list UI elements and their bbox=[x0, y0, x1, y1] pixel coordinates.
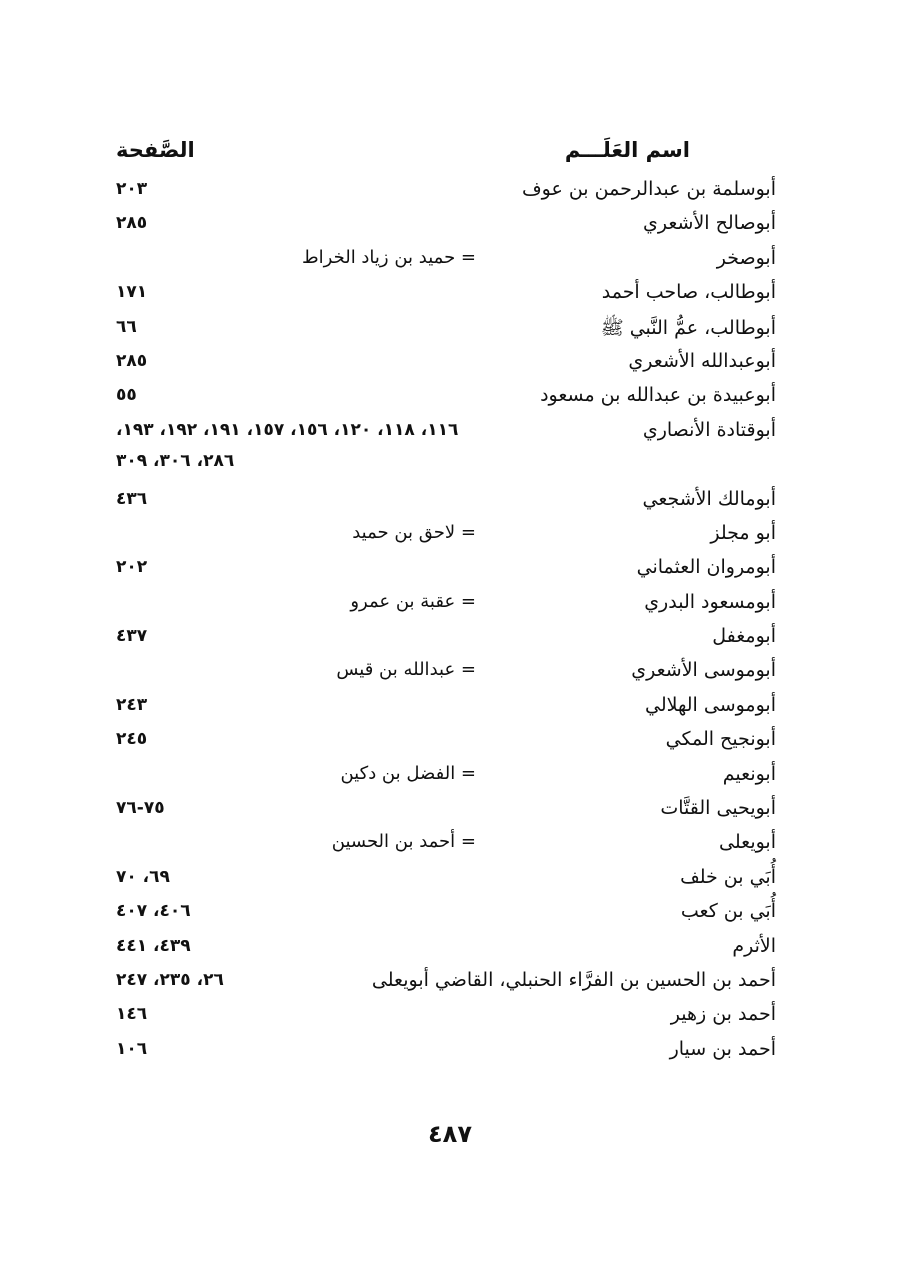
entry-name: أبومروان العثماني bbox=[636, 556, 776, 579]
entry-cross-reference: = حميد بن زياد الخراط bbox=[302, 246, 476, 268]
name-column-header: اسم العَلَـــم bbox=[564, 138, 690, 162]
entry-cross-reference: = عقبة بن عمرو bbox=[350, 590, 476, 612]
index-entry bbox=[0, 690, 900, 724]
index-entry bbox=[0, 174, 900, 208]
entry-pages: ٢٨٥ bbox=[116, 350, 148, 371]
page-column-header: الصَّفحة bbox=[116, 138, 195, 162]
page-number: ٤٨٧ bbox=[428, 1120, 472, 1148]
entry-pages: ٥٥ bbox=[116, 385, 137, 406]
entry-pages: ٢٨٦، ٣٠٦، ٣٠٩ bbox=[116, 451, 235, 472]
entry-name: الأثرم bbox=[732, 934, 776, 957]
entry-cross-reference: = الفضل بن دكين bbox=[340, 762, 476, 784]
entry-pages: ٢٦، ٢٣٥، ٢٤٧ bbox=[116, 969, 224, 990]
index-entry bbox=[0, 655, 900, 689]
entry-name: أبونعيم bbox=[722, 762, 776, 785]
entry-cross-reference: = عبدالله بن قيس bbox=[336, 659, 476, 681]
entry-cross-reference: = لاحق بن حميد bbox=[352, 521, 476, 543]
entry-name: أبوموسى الهلالي bbox=[645, 693, 776, 716]
entry-name: أبوموسى الأشعري bbox=[631, 659, 776, 682]
entry-pages: ١٧١ bbox=[116, 282, 148, 303]
entry-name: أبومسعود البدري bbox=[644, 590, 776, 613]
index-entry bbox=[0, 415, 900, 449]
entry-name: أبوصالح الأشعري bbox=[643, 212, 776, 235]
index-entry bbox=[0, 380, 900, 414]
index-entry bbox=[0, 759, 900, 793]
column-headers bbox=[0, 138, 900, 170]
entry-pages: ٢٠٢ bbox=[116, 557, 148, 578]
index-entry bbox=[0, 277, 900, 311]
index-entry bbox=[0, 965, 900, 999]
entry-pages: ١٠٦ bbox=[116, 1038, 148, 1059]
entry-name: أحمد بن الحسين بن الفرَّاء الحنبلي، القاضي أبويعلى bbox=[371, 968, 776, 991]
index-entry bbox=[0, 518, 900, 552]
entry-name: أبومالك الأشجعي bbox=[642, 487, 776, 510]
index-entry bbox=[0, 449, 900, 483]
index-entry bbox=[0, 999, 900, 1033]
index-entry bbox=[0, 862, 900, 896]
index-entry bbox=[0, 1034, 900, 1068]
index-entry bbox=[0, 208, 900, 242]
entry-name: أبوقتادة الأنصاري bbox=[642, 418, 776, 441]
entry-name: أبويعلى bbox=[719, 831, 776, 854]
entry-pages: ١٤٦ bbox=[116, 1004, 148, 1025]
entry-name: أبوطالب، صاحب أحمد bbox=[601, 281, 776, 304]
entry-pages: ٢٤٥ bbox=[116, 729, 148, 750]
index-entry bbox=[0, 587, 900, 621]
entry-name: أبوعبدالله الأشعري bbox=[628, 349, 776, 372]
index-entry bbox=[0, 243, 900, 277]
index-entry bbox=[0, 896, 900, 930]
entry-pages: ١١٦، ١١٨، ١٢٠، ١٥٦، ١٥٧، ١٩١، ١٩٢، ١٩٣، bbox=[116, 419, 459, 440]
entry-pages: ٦٩، ٧٠ bbox=[116, 866, 170, 887]
index-entry bbox=[0, 827, 900, 861]
index-entries bbox=[0, 174, 900, 1068]
index-entry bbox=[0, 621, 900, 655]
entry-name: أبويحيى القتَّات bbox=[660, 797, 776, 820]
entry-pages: ٧٥-٧٦ bbox=[116, 798, 165, 819]
entry-pages: ٤٣٧ bbox=[116, 626, 148, 647]
entry-pages: ٤٠٦، ٤٠٧ bbox=[116, 901, 191, 922]
entry-name: أحمد بن سيار bbox=[669, 1037, 776, 1060]
index-entry bbox=[0, 552, 900, 586]
index-entry bbox=[0, 346, 900, 380]
entry-name: أُبَي بن كعب bbox=[680, 900, 776, 923]
entry-name: أُبَي بن خلف bbox=[680, 865, 776, 888]
index-entry bbox=[0, 312, 900, 346]
entry-pages: ٢٨٥ bbox=[116, 213, 148, 234]
entry-name: أبوعبيدة بن عبدالله بن مسعود bbox=[540, 384, 776, 407]
entry-pages: ٢٠٣ bbox=[116, 179, 148, 199]
entry-cross-reference: = أحمد بن الحسين bbox=[331, 831, 476, 853]
entry-name: أحمد بن زهير bbox=[670, 1003, 776, 1026]
entry-name: أبوطالب، عمُّ النَّبي ﷺ bbox=[600, 316, 776, 339]
entry-name: أبوسلمة بن عبدالرحمن بن عوف bbox=[521, 178, 776, 200]
entry-name: أبو مجلز bbox=[710, 521, 776, 544]
entry-pages: ٢٤٣ bbox=[116, 694, 148, 715]
entry-name: أبوصخر bbox=[716, 246, 776, 269]
index-entry bbox=[0, 931, 900, 965]
entry-pages: ٦٦ bbox=[116, 316, 137, 337]
entry-pages: ٤٣٦ bbox=[116, 488, 148, 509]
index-entry bbox=[0, 724, 900, 758]
page-footer bbox=[0, 1120, 900, 1148]
entry-name: أبونجيح المكي bbox=[665, 728, 776, 751]
index-entry bbox=[0, 484, 900, 518]
index-entry bbox=[0, 793, 900, 827]
entry-name: أبومغفل bbox=[712, 625, 776, 648]
entry-pages: ٤٣٩، ٤٤١ bbox=[116, 935, 191, 956]
